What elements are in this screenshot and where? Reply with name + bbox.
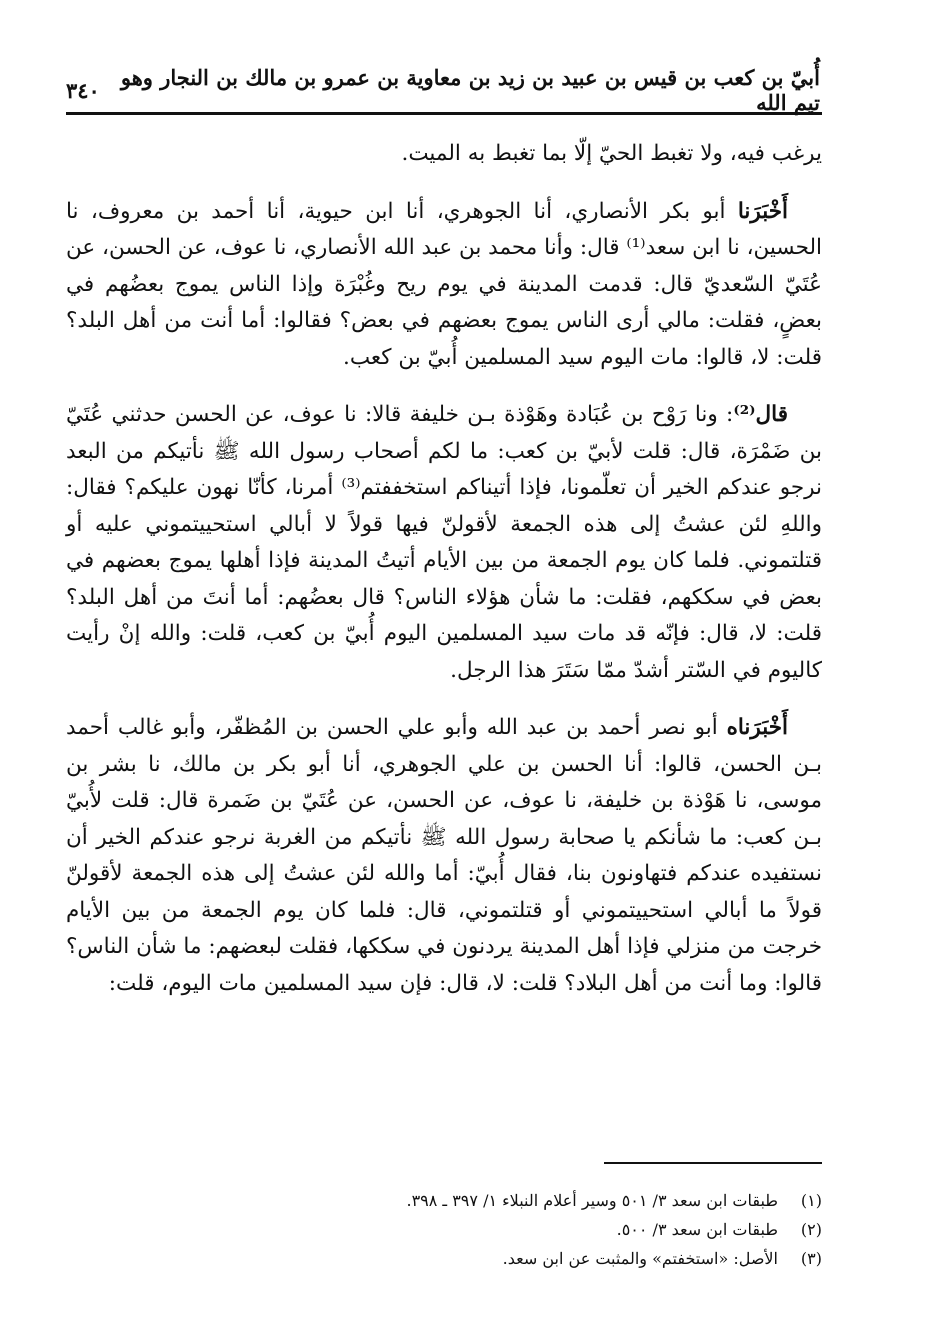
footnote-text: الأصل: «استخفتم» والمثبت عن ابن سعد. [502,1249,778,1268]
paragraph-lead: أَخْبَرَنا [737,198,788,224]
footnote-text: طبقات ابن سعد ٣/ ٥٠٠. [616,1220,778,1239]
paragraph-4 [66,710,822,1002]
paragraph-text: يرغب فيه، ولا تغبط الحيّ إلّا بما تغبط به الميت. [401,141,822,166]
footnote-number: (١) [800,1191,822,1210]
footnotes [66,1186,822,1273]
header-divider [66,112,822,115]
paragraph-2 [66,194,822,377]
footnote-1 [66,1186,822,1215]
page-header [66,65,820,115]
paragraph-text: أبو بكر الأنصاري، أنا الجوهري، أنا ابن حيوية، أنا أحمد بن معروف، نا الحسين، نا ابن سعد⁽¹⁾ قال: وأنا محمد بن عبد الله الأنصاري، نا عوف، عن الحسن، عن عُتَيّ السّعديّ قال: قدمت المدينة في يوم ريح وغُبْرَة وإذا الناس يموج بعضُهم في بعضٍ، فقلت: مالي أرى الناس يموج بعضهم في بعض؟ فقالوا: أما أنت من أهل البلد؟ قلت: لا، قالوا: مات اليوم سيد المسلمين أُبيّ بن كعب. [66,198,822,370]
footnote-number: (٣) [800,1249,822,1268]
paragraph-lead: قال⁽²⁾ [733,402,788,427]
paragraph-text: : ونا رَوْح بن عُبَادة وهَوْذة بـن خليفة قالا: نا عوف، عن الحسن حدثني عُتَيّ بن ضَمْرَة، قال: قلت لأبيّ بن كعب: ما لكم أصحاب رسول الله ﷺ نأتيكم من البعد نرجو عندكم الخير أن تعلّمونا، فإذا أتيناكم استخففتم⁽³⁾ أمرنا، كأنّا نهون عليكم؟ فقال: واللهِ لئن عشتُ إلى هذه الجمعة لأقولنّ فيها قولاً لا أبالي استحييتموني عليه أو قتلتموني. فلما كان يوم الجمعة من بين الأيام أتيتُ المدينة فإذا أهلها يموج بعضهم في بعض في سككهم، فقلت: ما شأن هؤلاء الناس؟ قال بعضُهم: أما أنتَ من أهل البلد؟ قلت: لا، قال: فإنّه قد مات سيد المسلمين اليوم أُبيّ بن كعب، قلت: والله إنْ رأيت كاليوم في السّتر أشدّ ممّا سَتَرَ هذا الرجل. [66,402,822,683]
running-title: أُبيّ بن كعب بن قيس بن عبيد بن زيد بن معاوية بن عمرو بن مالك بن النجار وهو تيم الله [120,65,820,115]
footnote-number: (٢) [800,1220,822,1239]
footnote-text: طبقات ابن سعد ٣/ ٥٠١ وسير أعلام النبلاء ١/ ٣٩٧ ـ ٣٩٨. [406,1191,778,1210]
paragraph-lead: أَخْبَرَناه [726,715,788,740]
paragraph-text: أبو نصر أحمد بن عبد الله وأبو علي الحسن بن المُظفّر، وأبو غالب أحمد بـن الحسن، قالوا: أنا الحسن بن علي الجوهري، أنا أبو بكر بن مالك، نا بشر بن موسى، نا هَوْذة بن خليفة، نا عوف، عن الحسن، عن عُتَيّ بن ضَمرة قال: قلت لأُبيّ بـن كعب: ما شأنكم يا صحابة رسول الله ﷺ نأتيكم من الغربة نرجو عندكم الخير أن نستفيده عندكم فتهاونون بنا، فقال أُبيّ: أما والله لئن عشتُ إلى هذه الجمعة لأقولنّ قولاً ما أبالي استحييتموني أو قتلتموني، قال: فلما كان يوم الجمعة من بين الأيام خرجت من منزلي فإذا أهل المدينة يردنون في سككها، فقلت لبعضهم: ما شأن الناس؟ قالوا: وما أنت من أهل البلاد؟ قلت: لا، قال: فإن سيد المسلمين مات اليوم، قلت: [66,715,822,996]
footnote-divider [604,1162,822,1164]
paragraph-3 [66,397,822,689]
page-number: ٣٤٠ [66,77,100,103]
main-text [66,136,822,1023]
paragraph-1 [66,136,822,173]
footnote-3 [66,1244,822,1273]
footnote-2 [66,1215,822,1244]
